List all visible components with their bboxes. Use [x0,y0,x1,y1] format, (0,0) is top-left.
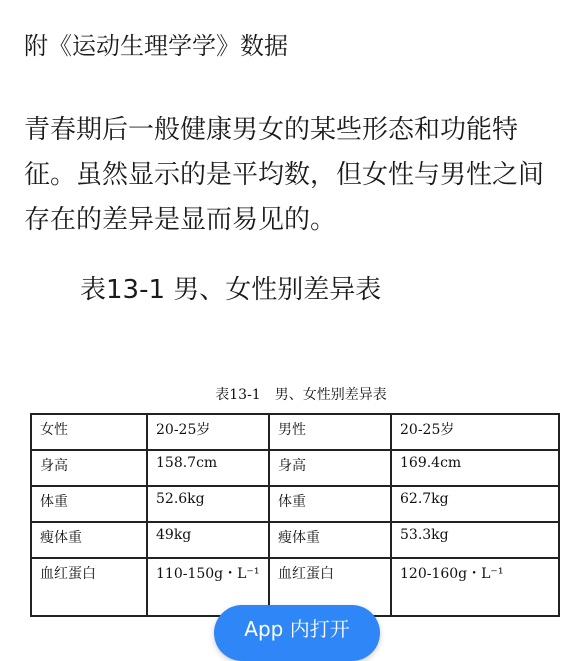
table-cell: 血红蛋白 [269,558,391,616]
table-row [31,414,559,450]
table-cell: 20-25岁 [391,414,559,450]
table-cell: 169.4cm [391,450,559,486]
open-in-app-label: App 内打开 [244,617,350,641]
table-cell: 血红蛋白 [31,558,147,616]
table-cell: 身高 [31,450,147,486]
table-row [31,450,559,486]
table-subheading: 表13-1 男、女性别差异表 [80,275,382,305]
table-cell: 110-150g・L⁻¹ [147,558,269,616]
figure-caption: 表13-1 男、女性别差异表 [215,387,387,403]
table-cell: 53.3kg [391,522,559,558]
table-cell: 62.7kg [391,486,559,522]
table-cell: 女性 [31,414,147,450]
article-intro: 青春期后一般健康男女的某些形态和功能特征。虽然显示的是平均数，但女性与男性之间存在的差异是显而易见的。 [24,115,545,235]
table-cell: 158.7cm [147,450,269,486]
table-cell: 20-25岁 [147,414,269,450]
table-cell: 49kg [147,522,269,558]
table-cell: 瘦体重 [269,522,391,558]
table-cell: 体重 [31,486,147,522]
table-cell: 男性 [269,414,391,450]
table-row [31,522,559,558]
article-heading: 附《运动生理学学》数据 [24,32,288,60]
open-in-app-button[interactable] [214,605,380,661]
table-cell: 瘦体重 [31,522,147,558]
table-cell: 体重 [269,486,391,522]
gender-difference-table [30,413,560,617]
table-row [31,486,559,522]
table-cell: 身高 [269,450,391,486]
table-cell: 52.6kg [147,486,269,522]
table-figure [30,386,552,617]
table-cell: 120-160g・L⁻¹ [391,558,559,616]
